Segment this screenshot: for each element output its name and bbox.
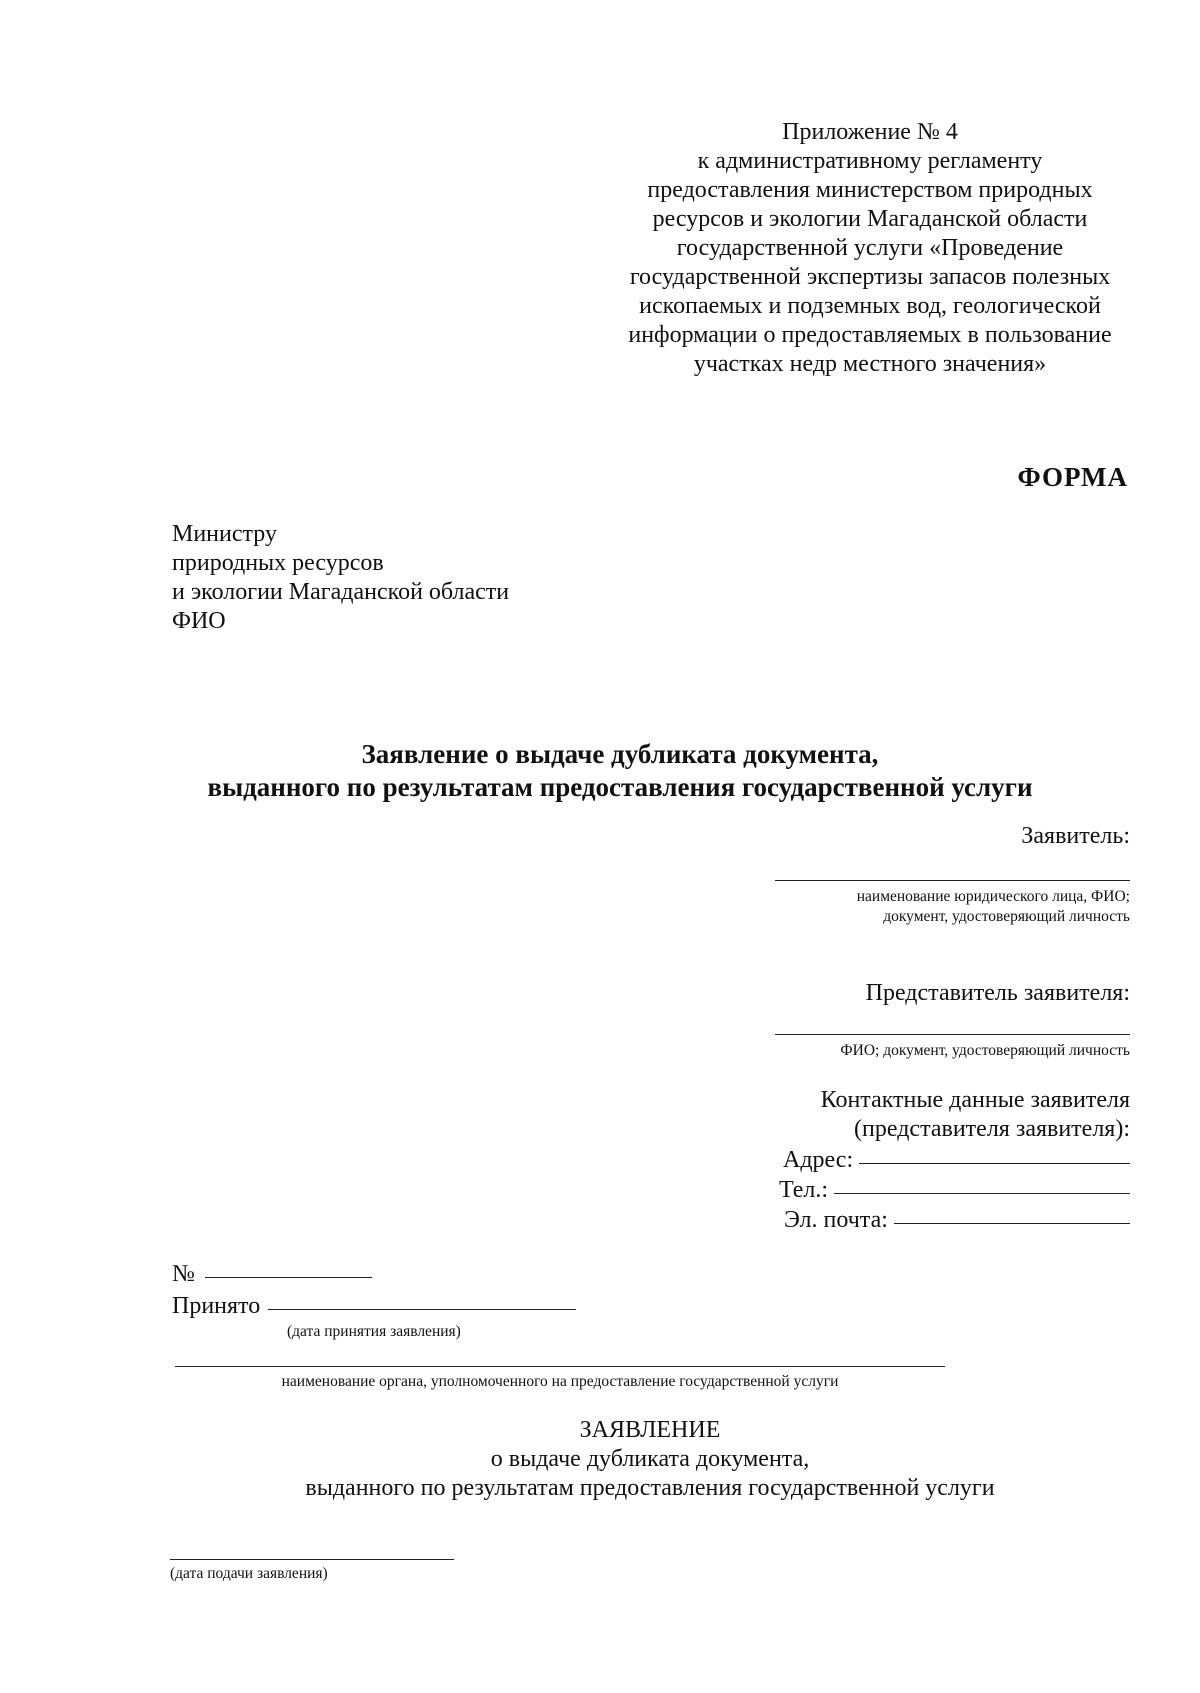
representative-field-line[interactable] <box>775 1034 1130 1035</box>
applicant-caption-line: документ, удостоверяющий личность <box>883 908 1130 925</box>
appendix-line: участках недр местного значения» <box>693 351 1047 377</box>
statement-line: о выдаче дубликата документа, <box>490 1446 810 1472</box>
accepted-caption: (дата принятия заявления) <box>287 1323 461 1340</box>
number-row <box>172 1260 372 1288</box>
addressee-line: и экологии Магаданской области <box>172 579 510 605</box>
contacts-heading-line: Контактные данные заявителя <box>820 1087 1130 1113</box>
addressee-block <box>172 520 509 636</box>
appendix-line: информации о предоставляемых в пользование <box>628 322 1112 348</box>
appendix-header <box>600 118 1140 379</box>
number-field-line[interactable] <box>205 1277 372 1278</box>
submission-date-caption: (дата подачи заявления) <box>170 1565 328 1582</box>
accepted-field-line[interactable] <box>268 1309 576 1310</box>
representative-label: Представитель заявителя: <box>865 980 1130 1006</box>
phone-row <box>779 1176 1130 1204</box>
applicant-label: Заявитель: <box>1021 823 1130 849</box>
addressee-line: природных ресурсов <box>172 550 384 576</box>
appendix-line: государственной экспертизы запасов полезных <box>629 264 1111 290</box>
addressee-line: Министру <box>172 521 277 547</box>
applicant-caption-line: наименование юридического лица, ФИО; <box>856 888 1130 905</box>
address-label: Адрес: <box>783 1147 854 1173</box>
statement-block <box>175 1416 1125 1503</box>
accepted-label: Принято <box>172 1293 261 1319</box>
applicant-field-line[interactable] <box>775 880 1130 881</box>
email-field-line[interactable] <box>894 1223 1130 1224</box>
authority-caption: наименование органа, уполномоченного на предоставление государственной услуги <box>281 1373 839 1390</box>
contacts-heading-line: (представителя заявителя): <box>854 1116 1130 1142</box>
contacts-heading <box>821 1086 1130 1144</box>
phone-field-line[interactable] <box>834 1193 1130 1194</box>
number-label: № <box>172 1261 195 1287</box>
address-row <box>783 1146 1130 1174</box>
appendix-line: Приложение № 4 <box>782 119 958 145</box>
statement-heading: ЗАЯВЛЕНИЕ <box>579 1417 721 1443</box>
phone-label: Тел.: <box>779 1177 829 1203</box>
submission-date-field-line[interactable] <box>170 1559 454 1560</box>
appendix-line: государственной услуги «Проведение <box>676 235 1064 261</box>
appendix-line: ресурсов и экологии Магаданской области <box>652 206 1088 232</box>
addressee-line: ФИО <box>172 608 226 634</box>
email-row <box>784 1206 1130 1234</box>
accepted-row <box>172 1292 576 1320</box>
representative-caption: ФИО; документ, удостоверяющий личность <box>840 1042 1130 1059</box>
title-line-1: Заявление о выдаче дубликата документа, <box>361 739 879 769</box>
applicant-caption <box>857 887 1130 927</box>
title-line-2: выданного по результатам предоставления государственной услуги <box>207 772 1033 802</box>
authority-field-line[interactable] <box>175 1366 945 1367</box>
email-label: Эл. почта: <box>784 1207 888 1233</box>
document-title <box>120 738 1120 804</box>
appendix-line: к административному регламенту <box>697 148 1043 174</box>
appendix-line: предоставления министерством природных <box>647 177 1093 203</box>
statement-line: выданного по результатам предоставления государственной услуги <box>305 1475 995 1501</box>
address-field-line[interactable] <box>859 1163 1130 1164</box>
form-label: ФОРМА <box>1017 462 1128 492</box>
appendix-line: ископаемых и подземных вод, геологической <box>639 293 1101 319</box>
